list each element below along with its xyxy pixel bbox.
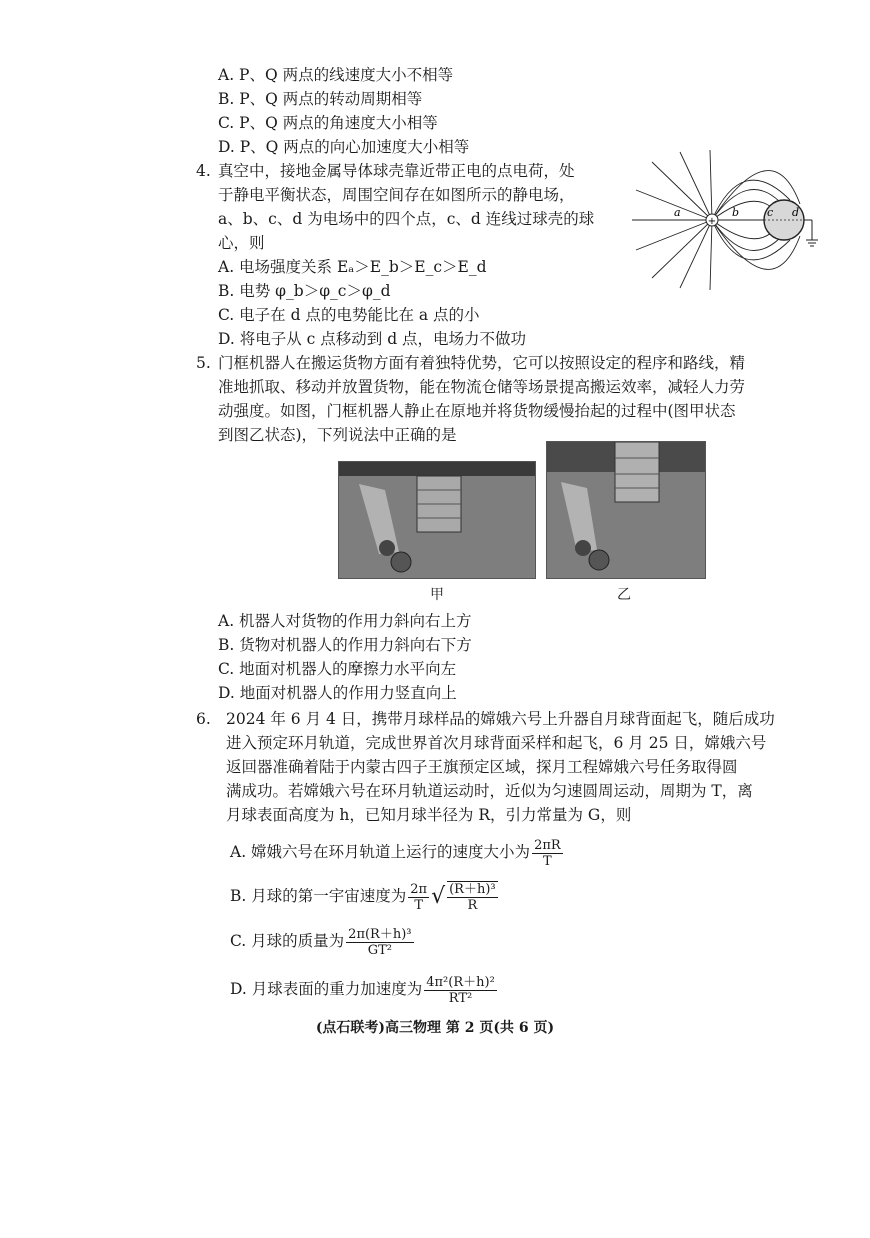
q5-stem-line: 门框机器人在搬运货物方面有着独特优势，它可以按照设定的程序和路线，精	[218, 354, 746, 372]
electric-field-figure	[632, 150, 822, 290]
q6-stem-line: 2024 年 6 月 4 日，携带月球样品的嫦娥六号上升器自月球背面起飞，随后成功	[226, 710, 775, 728]
q6-option-a: A. 嫦娥六号在环月轨道上运行的速度大小为 $\frac{2\pi R}{T}$	[230, 837, 561, 869]
q6-stem-line: 返回器准确着陆于内蒙古四子王旗预定区域，探月工程嫦娥六号任务取得圆	[226, 758, 738, 776]
sqrt-sign: √	[431, 884, 446, 909]
q5-option-c: C. 地面对机器人的摩擦力水平向左	[218, 660, 457, 678]
q3-option-b: B. P、Q 两点的转动周期相等	[218, 90, 423, 108]
caption-yi: 乙	[617, 587, 631, 603]
q3-option-a: A. P、Q 两点的线速度大小不相等	[218, 66, 454, 84]
robot-photo-yi	[546, 441, 706, 579]
q5-option-d: D. 地面对机器人的作用力竖直向上	[218, 684, 457, 702]
q3-option-d: D. P、Q 两点的向心加速度大小相等	[218, 138, 470, 156]
q5-option-a: A. 机器人对货物的作用力斜向右上方	[218, 612, 472, 630]
q6-stem-line: 进入预定环月轨道，完成世界首次月球背面采样和起飞，6 月 25 日，嫦娥六号	[226, 734, 767, 752]
caption-jia: 甲	[430, 587, 444, 603]
q6-number: 6.	[196, 710, 211, 728]
q4-stem-line: a、b、c、d 为电场中的四个点，c、d 连线过球壳的球	[218, 210, 595, 228]
q5-number: 5.	[196, 354, 211, 372]
q4-option-b: B. 电势 φ_b＞φ_c＞φ_d	[218, 282, 391, 300]
q5-stem-line: 动强度。如图，门框机器人静止在原地并将货物缓慢抬起的过程中(图甲状态	[218, 402, 736, 420]
page-footer: (点石联考)高三物理 第 2 页(共 6 页)	[315, 1020, 555, 1036]
q4-option-c: C. 电子在 d 点的电势能比在 a 点的小	[218, 306, 480, 324]
point-c-label: c	[767, 206, 774, 219]
fraction: $\frac{2\pi}{T}$	[410, 881, 428, 913]
q6-stem-line: 月球表面高度为 h，已知月球半径为 R，引力常量为 G，则	[226, 806, 632, 824]
point-d-label: d	[792, 206, 800, 219]
q6-option-c: C. 月球的质量为 $\frac{\text{2π(R＋h)³}}{\text{GT²}}$	[230, 926, 412, 958]
q4-number: 4.	[196, 162, 211, 180]
radicand: $\frac{\text{(R＋h)³}}{R}$	[449, 882, 496, 913]
q5-stem-line: 准地抓取、移动并放置货物，能在物流仓储等场景提高搬运效率，减轻人力劳	[218, 378, 746, 396]
q6-option-d: D. 月球表面的重力加速度为 $\frac{\text{4π²(R＋h)²}}{\text{RT²}}$	[230, 974, 495, 1006]
q6-option-b: B. 月球的第一宇宙速度为 $\frac{2\pi}{T}$ √ $\frac{\text{(R＋h)³}}{R}$	[230, 876, 500, 917]
fraction: $\frac{2\pi R}{T}$	[534, 837, 561, 869]
q5-stem-line: 到图乙状态)，下列说法中正确的是	[218, 426, 457, 444]
fraction: $\frac{\text{4π²(R＋h)²}}{\text{RT²}}$	[426, 974, 495, 1006]
q4-stem-line: 心，则	[218, 234, 265, 252]
q3-option-c: C. P、Q 两点的角速度大小相等	[218, 114, 438, 132]
fraction: $\frac{\text{2π(R＋h)³}}{\text{GT²}}$	[348, 926, 412, 958]
plus-sign: +	[707, 216, 717, 227]
q6-stem-line: 满成功。若嫦娥六号在环月轨道运动时，近似为匀速圆周运动，周期为 T，离	[226, 782, 753, 800]
q4-option-a: A. 电场强度关系 Eₐ＞E_b＞E_c＞E_d	[218, 258, 487, 276]
robot-photo-jia	[338, 461, 536, 579]
point-a-label: a	[674, 206, 681, 219]
q4-stem-line: 于静电平衡状态，周围空间存在如图所示的静电场，	[218, 186, 575, 204]
point-b-label: b	[732, 206, 740, 219]
q5-option-b: B. 货物对机器人的作用力斜向右下方	[218, 636, 472, 654]
q4-option-d: D. 将电子从 c 点移动到 d 点，电场力不做功	[218, 330, 527, 348]
q4-stem-line: 真空中，接地金属导体球壳靠近带正电的点电荷，处	[218, 162, 575, 180]
